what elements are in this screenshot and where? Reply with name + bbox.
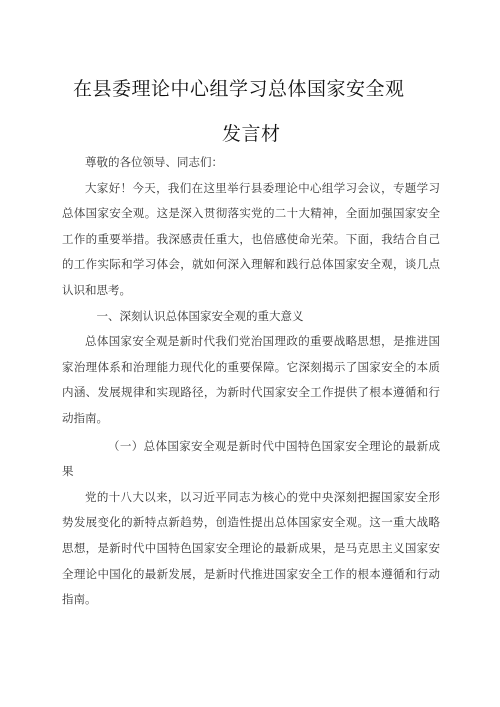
document-title-line-1: 在县委理论中心组学习总体国家安全观 [73, 78, 405, 100]
section-heading: 一、深刻认识总体国家安全观的重大意义 [96, 308, 304, 323]
document-body [62, 150, 440, 613]
paragraph-significance: 总体国家安全观是新时代我们党治国理政的重要战略思想，是推进国家治理体系和治理能力现代化的重要保障。它深刻揭示了国家安全的本质内涵、发展规律和实现路径，为新时代国家安全工作提供了根本遵循和行动指南。 [62, 334, 440, 425]
salutation: 尊敬的各位领导、同志们： [85, 155, 223, 169]
subsection-heading: （一）总体国家安全观是新时代中国特色国家安全理论的最新成果 [62, 438, 440, 479]
paragraph-theory: 党的十八大以来，以习近平同志为核心的党中央深刻把握国家安全形势发展变化的新特点新趋势，创造性提出总体国家安全观。这一重大战略思想，是新时代中国特色国家安全理论的最新成果，是马克思主义国家安全理论中国化的最新发展，是新时代推进国家安全工作的根本遵循和行动指南。 [62, 489, 440, 607]
document-title-line-2: 发言材 [222, 123, 281, 145]
paragraph-opening: 大家好！今天，我们在这里举行县委理论中心组学习会议，专题学习总体国家安全观。这是深入贯彻落实党的二十大精神，全面加强国家安全工作的重要举措。我深感责任重大，也倍感使命光荣。下面，我结合自己的工作实际和学习体会，就如何深入理解和践行总体国家安全观，谈几点认识和思考。 [62, 180, 440, 297]
